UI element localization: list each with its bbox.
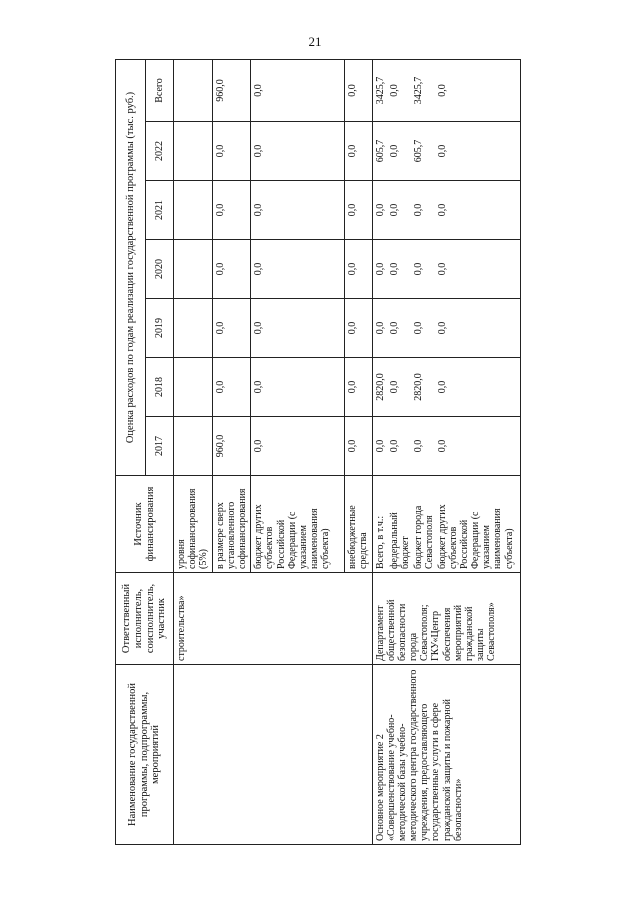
block1-row1-2019: 0,0 xyxy=(212,299,251,358)
block2-row1-2017: 0,0 xyxy=(388,439,400,453)
block2-row1-2020: 0,0 xyxy=(388,262,400,276)
block1-row3-2022: 0,0 xyxy=(345,122,372,181)
block2-row3-2018: 0,0 xyxy=(436,380,448,394)
block1-row0-2022 xyxy=(174,122,213,181)
block1-row2-2021: 0,0 xyxy=(251,181,345,240)
block2-row0-2019: 0,0 xyxy=(374,321,386,335)
block2-row1-total: 0,0 xyxy=(388,84,400,97)
page-number: 21 xyxy=(308,34,322,49)
table-row xyxy=(174,59,213,844)
header-source: Источник финансирования xyxy=(116,476,174,573)
block2-row0-2017: 0,0 xyxy=(374,439,386,453)
block2-row0-2022: 605,7 xyxy=(374,139,386,163)
block1-row1-2021: 0,0 xyxy=(212,181,251,240)
block2-row0-total: 3425,7 xyxy=(374,76,386,105)
block1-row3-2018: 0,0 xyxy=(345,358,372,417)
block2-row3-2019: 0,0 xyxy=(436,321,448,335)
block1-row0-2020 xyxy=(174,240,213,299)
header-estimate: Оценка расходов по годам реализации государственной программы (тыс. руб.) xyxy=(116,59,146,475)
block2-col-2021 xyxy=(372,181,520,240)
block1-row3-2021: 0,0 xyxy=(345,181,372,240)
block2-row2-2018: 2820,0 xyxy=(412,373,424,401)
header-year-2017: 2017 xyxy=(146,417,174,476)
rotated-table-wrapper xyxy=(115,60,513,845)
block2-row3-source: бюджет других субъектов Российской Федерации (с указанием наименования субъекта) xyxy=(436,504,515,569)
block2-row0-2020: 0,0 xyxy=(374,262,386,276)
block2-col-2022 xyxy=(372,122,520,181)
block1-row0-source: уровня софинансирования (5%) xyxy=(174,476,213,573)
block1-row0-total xyxy=(174,59,213,121)
block2-row1-2018: 0,0 xyxy=(388,380,400,394)
block2-row2-2017: 0,0 xyxy=(412,439,424,453)
block1-row2-2018: 0,0 xyxy=(251,358,345,417)
block2-row2-2022: 605,7 xyxy=(412,139,424,163)
block1-row3-total: 0,0 xyxy=(345,59,372,121)
block2-row1-2019: 0,0 xyxy=(388,321,400,335)
block2-row2-source: бюджет города Севастополя xyxy=(412,505,435,569)
block1-row2-2017: 0,0 xyxy=(251,417,345,476)
block2-row2-2021: 0,0 xyxy=(412,203,424,217)
block2-row0-2021: 0,0 xyxy=(374,203,386,217)
block2-row2-2019: 0,0 xyxy=(412,321,424,335)
block2-col-2020 xyxy=(372,240,520,299)
block2-row0-2018: 2820,0 xyxy=(374,373,386,401)
block2-row2-2020: 0,0 xyxy=(412,262,424,276)
block2-col-total xyxy=(372,59,520,121)
block1-row0-2021 xyxy=(174,181,213,240)
block1-row3-2019: 0,0 xyxy=(345,299,372,358)
block2-name: Основное мероприятие 2 «Совершенствование учебно-методической базы учебно-методического центра государственного учреждения, предоставляющего государственные услуги в сфере гражданской защиты и пожарной безопасности» xyxy=(372,665,520,845)
block2-row0-source: Всего, в т.ч.: xyxy=(374,515,386,569)
block1-row1-source: в размере сверх установленного софинансирования xyxy=(212,476,251,573)
block2-col-2019 xyxy=(372,299,520,358)
header-responsible: Ответственный исполнитель, соисполнитель, участник xyxy=(116,573,174,665)
header-name: Наименование государственной программы, подпрограммы, мероприятий xyxy=(116,665,174,845)
block2-row2-total: 3425,7 xyxy=(412,76,424,105)
block1-row1-total: 960,0 xyxy=(212,59,251,121)
block1-row2-2020: 0,0 xyxy=(251,240,345,299)
header-row-1 xyxy=(116,59,146,844)
block2-row1-2022: 0,0 xyxy=(388,144,400,158)
budget-table xyxy=(115,59,521,845)
block1-row1-2020: 0,0 xyxy=(212,240,251,299)
block1-row3-2017: 0,0 xyxy=(345,417,372,476)
block2-row3-2020: 0,0 xyxy=(436,262,448,276)
block1-row0-2019 xyxy=(174,299,213,358)
block1-responsible: строительства» xyxy=(174,573,373,665)
block2-row3-2022: 0,0 xyxy=(436,144,448,158)
block2-col-2017 xyxy=(372,417,520,476)
block2-row1-2021: 0,0 xyxy=(388,203,400,217)
block1-row0-2017 xyxy=(174,417,213,476)
block1-row2-total: 0,0 xyxy=(251,59,345,121)
header-year-2019: 2019 xyxy=(146,299,174,358)
block1-row3-source: внебюджетные средства xyxy=(345,476,372,573)
block1-row1-2017: 960,0 xyxy=(212,417,251,476)
block1-row2-2022: 0,0 xyxy=(251,122,345,181)
block2-row3-total: 0,0 xyxy=(436,84,448,97)
block1-row2-source: бюджет других субъектов Российской Федерации (с указанием наименования субъекта) xyxy=(251,476,345,573)
header-year-2021: 2021 xyxy=(146,181,174,240)
header-year-2022: 2022 xyxy=(146,122,174,181)
block1-name-cell xyxy=(174,665,373,845)
block1-row1-2022: 0,0 xyxy=(212,122,251,181)
header-total: Всего xyxy=(146,59,174,121)
block2-row1-source: федеральный бюджет xyxy=(388,512,411,569)
block1-row0-2018 xyxy=(174,358,213,417)
block1-row1-2018: 0,0 xyxy=(212,358,251,417)
table-row xyxy=(372,59,520,844)
block2-row3-2021: 0,0 xyxy=(436,203,448,217)
block1-row2-2019: 0,0 xyxy=(251,299,345,358)
header-year-2020: 2020 xyxy=(146,240,174,299)
block2-responsible: Департамент общественной безопасности города Севастополя; ГКУ«Центр обеспечения мероприятий гражданской защиты Севастополя» xyxy=(372,573,520,665)
header-year-2018: 2018 xyxy=(146,358,174,417)
block2-col-2018 xyxy=(372,358,520,417)
block1-row3-2020: 0,0 xyxy=(345,240,372,299)
block2-row3-2017: 0,0 xyxy=(436,439,448,453)
block2-source-cell xyxy=(372,476,520,573)
